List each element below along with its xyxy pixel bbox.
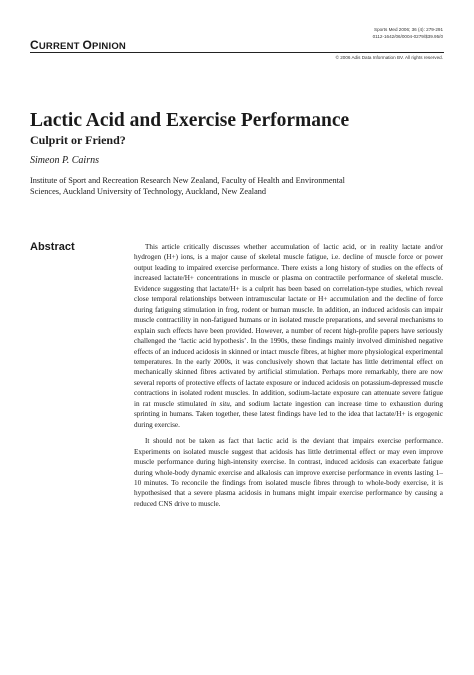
author-affiliation bbox=[30, 176, 450, 197]
section-label-rest-1: URRENT bbox=[38, 41, 83, 52]
article-subtitle: Culprit or Friend? bbox=[30, 133, 126, 147]
header-rule bbox=[30, 52, 444, 53]
abstract-body bbox=[134, 242, 443, 509]
section-label-initial-o: O bbox=[82, 38, 93, 52]
copyright-notice: © 2006 Adis Data Information BV. All rights reserved. bbox=[335, 55, 443, 60]
section-label-rest-2: PINION bbox=[92, 41, 126, 52]
abstract-paragraph-1 bbox=[134, 242, 443, 430]
affiliation-line-1: Institute of Sport and Recreation Research New Zealand, Faculty of Health and Environmental bbox=[30, 176, 345, 185]
article-author: Simeon P. Cairns bbox=[30, 155, 99, 166]
citation-line-1: Sports Med 2006; 36 (4): 279-291 bbox=[374, 27, 443, 32]
abstract-paragraph-1-end: , and sodium lactate ingestion can increase time to exhaustion during sprinting in humans. Taken together, these latest findings have led to the idea that lactate/H+ is ergogenic during exercise. bbox=[134, 399, 444, 429]
citation-block bbox=[373, 26, 443, 40]
abstract-heading: Abstract bbox=[30, 241, 75, 253]
journal-section-label bbox=[30, 38, 126, 52]
section-label-initial-c: C bbox=[30, 38, 39, 52]
affiliation-line-2: Sciences, Auckland University of Technology, Auckland, New Zealand bbox=[30, 186, 267, 196]
article-title: Lactic Acid and Exercise Performance bbox=[30, 110, 350, 131]
abstract-paragraph-2: It should not be taken as fact that lactic acid is the deviant that impairs exercise performance. Experiments on isolated muscle suggest that acidosis has little detrimental effect or may even improve muscle performance during high-intensity exercise. In contrast, induced acidosis can exacerbate fatigue during whole-body dynamic exercise and alkalosis can improve exercise performance in events lasting 1–10 minutes. To reconcile the findings from isolated muscle fibres through to whole-body exercise, it is hypothesised that a severe plasma acidosis in humans might impair exercise performance by causing a reduced CNS drive to muscle. bbox=[134, 437, 443, 508]
abstract-paragraph-1-text: This article critically discusses whether accumulation of lactic acid, or in reality lactate and/or hydrogen (H+) ions, is a major cause of skeletal muscle fatigue, i.e. decline of muscle force or power output leading to impaired exercise performance. There exists a long history of studies on the effects of increased lactate/H+ concentrations in muscle or plasma on contractile performance of skeletal muscle. Evidence suggesting that lactate/H+ is a culprit has been based on correlation-type studies, which reveal close temporal relationships between intramuscular lactate or H+ accumulation and the decline of force during fatiguing stimulation in frog, rodent or human muscle. In addition, an induced acidosis can impair muscle contractility in non-fatigued humans or in isolated muscle preparations, and several mechanisms to explain such effects have been provided. However, a number of recent high-profile papers have seriously challenged the ‘lactic acid hypothesis’. In the 1990s, these findings mainly involved diminished negative effects of an induced acidosis in skinned or intact muscle fibres, at higher more physiological experimental temperatures. In the early 2000s, it was conclusively shown that lactate has little detrimental effect on mechanically skinned fibres activated by artificial stimulation. Perhaps more remarkably, there are now several reports of protective effects of lactate exposure or induced acidosis on potassium-depressed muscle contractions in isolated rodent muscles. In addition, sodium-lactate exposure can attenuate severe fatigue in rat muscle stimulated bbox=[134, 243, 443, 408]
abstract-paragraph-1-italic: in situ bbox=[210, 399, 230, 408]
citation-line-2: 0112-1642/06/0004-0279/$39.95/0 bbox=[372, 34, 443, 39]
